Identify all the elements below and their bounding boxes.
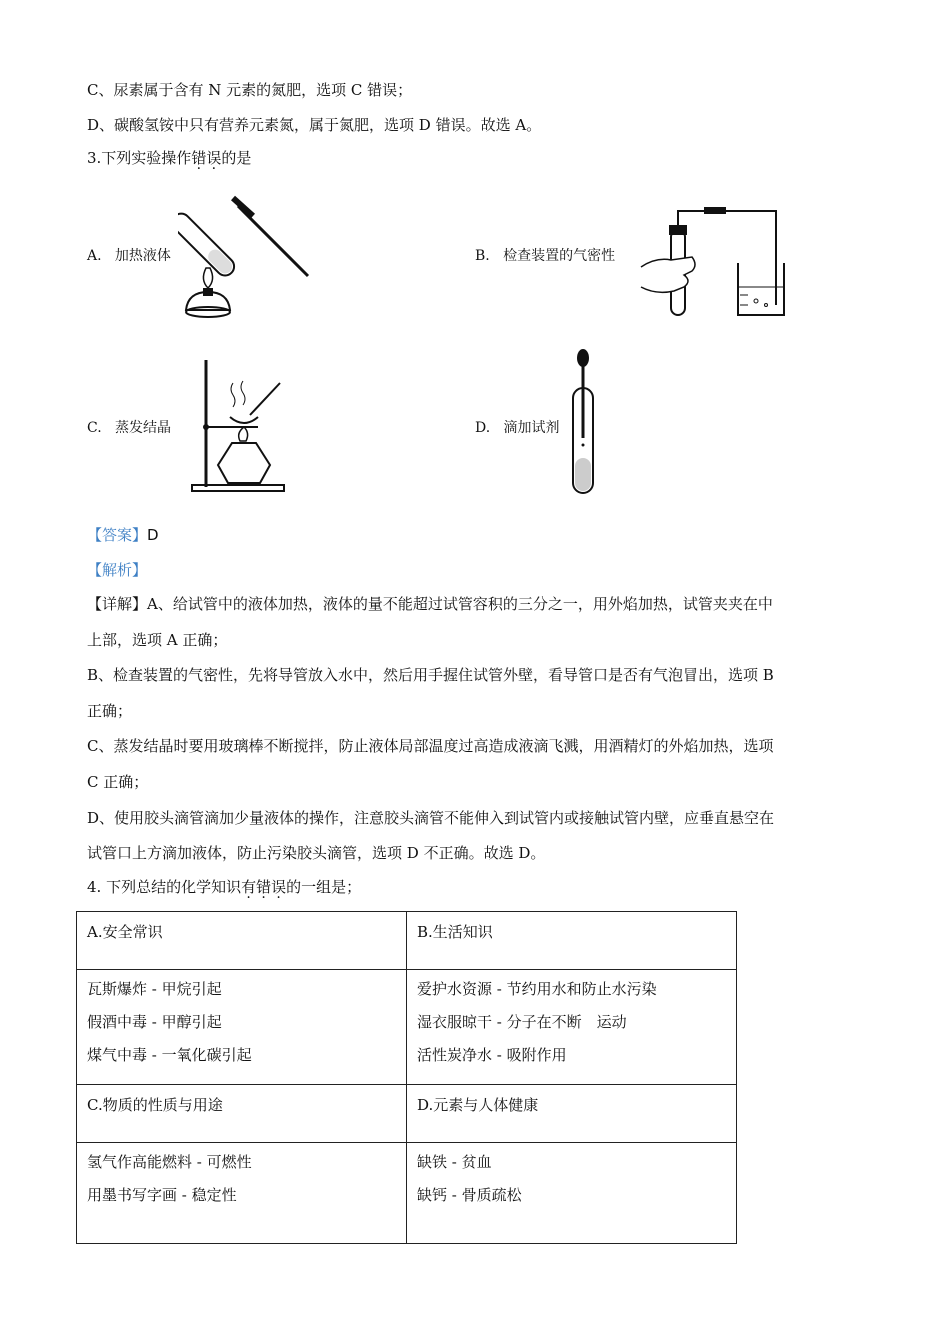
question-4-emphasis-3: 误 [271, 878, 287, 896]
explanation-line-2: 上部，选项 A 正确； [87, 631, 228, 649]
knowledge-table [76, 911, 737, 1244]
hand-icon [641, 257, 695, 292]
table-cell-c [77, 1143, 407, 1244]
list-item: 湿衣服晾干 - 分子在不断 运动 [417, 1013, 627, 1031]
answer-tag: 【答案】 [87, 526, 148, 544]
table-header-row-1 [77, 912, 737, 970]
flame-icon [239, 427, 248, 441]
list-item: 活性炭净水 - 吸附作用 [417, 1046, 567, 1064]
list-item: 用墨书写字画 - 稳定性 [87, 1186, 237, 1204]
prev-option-d: D、碳酸氢铵中只有营养元素氮，属于氮肥，选项 D 错误。故选 A。 [87, 116, 542, 134]
dropping-reagent-figure [568, 348, 598, 498]
list-item: 氢气作高能燃料 - 可燃性 [87, 1153, 252, 1171]
list-item: 假酒中毒 - 甲醇引起 [87, 1013, 222, 1031]
table-cell-a [77, 970, 407, 1085]
flame-icon [203, 268, 212, 288]
option-c-text: 蒸发结晶 [115, 420, 172, 436]
test-tube-holder-icon [238, 206, 308, 276]
glass-rod-icon [250, 383, 280, 415]
option-b [475, 246, 615, 266]
list-item: 缺钙 - 骨质疏松 [417, 1186, 522, 1204]
option-b-text: 检查装置的气密性 [503, 248, 616, 264]
explanation-line-6: C 正确； [87, 773, 149, 791]
option-d [475, 418, 560, 438]
question-4-prefix: 4. 下列总结的化学知识 [87, 878, 242, 896]
evaporating-dish-icon [230, 417, 258, 423]
table-header-a: A.安全常识 [77, 912, 407, 970]
question-4-emphasis-2: 错 [256, 878, 272, 896]
list-item: 缺铁 - 贫血 [417, 1153, 492, 1171]
explanation-line-1: 【详解】A、给试管中的液体加热，液体的量不能超过试管容积的三分之一，用外焰加热，试管夹夹在中 [87, 595, 773, 613]
evaporation-figure [188, 355, 288, 495]
answer-line [87, 525, 159, 545]
question-4-suffix: 的一组是； [286, 878, 362, 896]
explanation-line-4: 正确； [87, 702, 133, 720]
question-3-emphasis-2: 误 [206, 149, 222, 167]
question-3-suffix: 的是 [221, 149, 252, 167]
explanation-line-3: B、检查装置的气密性，先将导管放入水中，然后用手握住试管外壁，看导管口是否有气泡冒出，选项 B [87, 666, 774, 684]
question-4-stem [87, 877, 361, 897]
question-3-emphasis-1: 错 [191, 149, 207, 167]
explanation-line-7: D、使用胶头滴管滴加少量液体的操作，注意胶头滴管不能伸入到试管内或接触试管内壁，应垂直悬空在 [87, 809, 775, 827]
analysis-tag: 【解析】 [87, 561, 148, 579]
list-item: 瓦斯爆炸 - 甲烷引起 [87, 980, 222, 998]
list-item: 爱护水资源 - 节约用水和防止水污染 [417, 980, 657, 998]
option-c-label: C. [87, 420, 102, 436]
option-a-text: 加热液体 [114, 248, 171, 264]
option-d-text: 滴加试剂 [503, 420, 560, 436]
option-a [87, 246, 171, 266]
dropper-bulb-icon [577, 349, 589, 367]
beaker-icon [738, 263, 784, 315]
test-tube-icon [178, 210, 238, 279]
table-header-c: C.物质的性质与用途 [77, 1085, 407, 1143]
table-cell-d [407, 1143, 737, 1244]
alcohol-lamp-icon [218, 443, 270, 483]
table-header-b: B.生活知识 [407, 912, 737, 970]
answer-value: D [147, 526, 159, 544]
table-header-d: D.元素与人体健康 [407, 1085, 737, 1143]
question-4-emphasis-1: 有 [241, 878, 257, 896]
option-d-label: D. [475, 420, 491, 436]
option-b-label: B. [475, 248, 490, 264]
table-row [77, 1143, 737, 1244]
option-a-label: A. [87, 248, 102, 264]
list-item: 煤气中毒 - 一氧化碳引起 [87, 1046, 252, 1064]
question-3-prefix: 3.下列实验操作 [87, 149, 192, 167]
airtightness-figure [636, 205, 786, 320]
option-c [87, 418, 171, 438]
table-row [77, 970, 737, 1085]
question-3-stem [87, 148, 251, 168]
table-header-row-2 [77, 1085, 737, 1143]
explanation-line-8: 试管口上方滴加液体，防止污染胶头滴管，选项 D 不正确。故选 D。 [87, 844, 546, 862]
table-cell-b [407, 970, 737, 1085]
explanation-line-5: C、蒸发结晶时要用玻璃棒不断搅拌，防止液体局部温度过高造成液滴飞溅，用酒精灯的外焰加热，选项 [87, 737, 774, 755]
heating-liquid-figure [178, 188, 313, 320]
prev-option-c: C、尿素属于含有 N 元素的氮肥，选项 C 错误； [87, 81, 413, 99]
